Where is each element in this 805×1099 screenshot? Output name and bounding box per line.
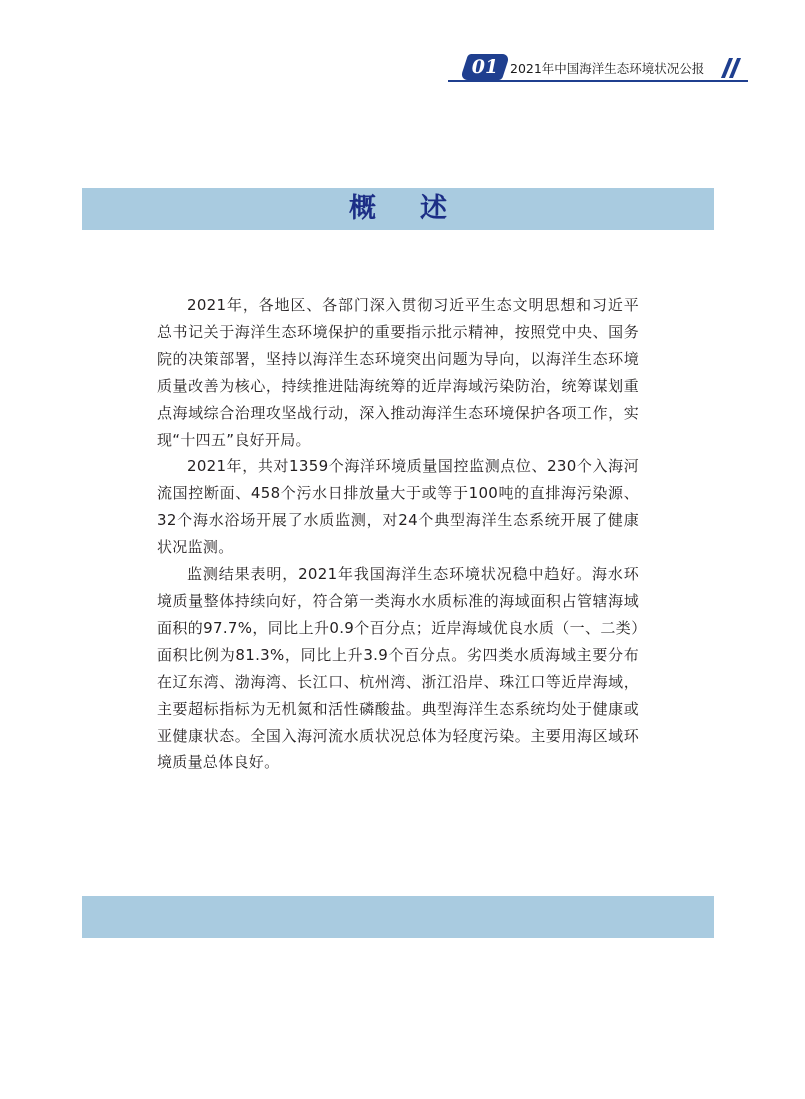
paragraph: 监测结果表明，2021年我国海洋生态环境状况稳中趋好。海水环境质量整体持续向好，符合第一类海水水质标准的海域面积占管辖海域面积的97.7%，同比上升0.9个百分点；近岸海域优良水质（一、二类）面积比例为81.3%，同比上升3.9个百分点。劣四类水质海域主要分布在辽东湾、渤海湾、长江口、杭州湾、浙江沿岸、珠江口等近岸海域，主要超标指标为无机氮和活性磷酸盐。典型海洋生态系统均处于健康或亚健康状态。全国入海河流水质状况总体为轻度污染。主要用海区域环境质量总体良好。: [157, 565, 639, 772]
page-number: 01: [471, 56, 499, 78]
header-underline: [448, 80, 748, 82]
report-title: 2021年中国海洋生态环境状况公报: [510, 61, 705, 76]
section-title: 概述: [349, 193, 491, 224]
overview-body: [157, 292, 639, 776]
running-header: [448, 52, 748, 84]
slash-decoration-icon: [722, 58, 742, 78]
paragraph: 2021年，各地区、各部门深入贯彻习近平生态文明思想和习近平总书记关于海洋生态环境保护的重要指示批示精神，按照党中央、国务院的决策部署，坚持以海洋生态环境突出问题为导向，以海洋生态环境质量改善为核心，持续推进陆海统筹的近岸海域污染防治，统筹谋划重点海域综合治理攻坚战行动，深入推动海洋生态环境保护各项工作，实现“十四五”良好开局。: [157, 296, 639, 449]
section-title-bar: [82, 188, 714, 230]
bottom-decorative-bar: [82, 896, 714, 938]
paragraph: 2021年，共对1359个海洋环境质量国控监测点位、230个入海河流国控断面、458个污水日排放量大于或等于100吨的直排海污染源、32个海水浴场开展了水质监测，对24个典型海洋生态系统开展了健康状况监测。: [157, 457, 639, 557]
